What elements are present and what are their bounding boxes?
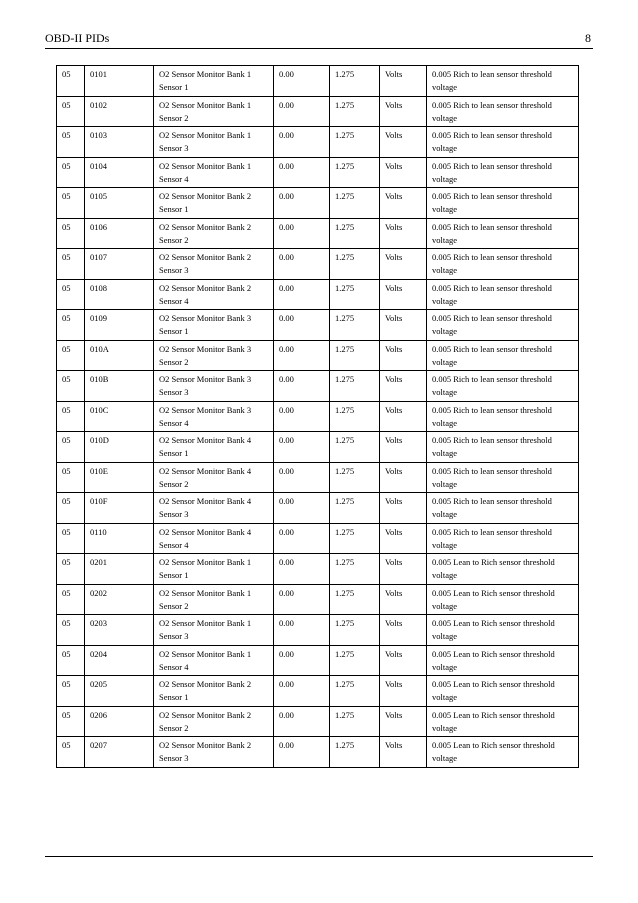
units-cell: Volts [380,462,427,493]
formula-cell: 0.005 Rich to lean sensor threshold voltage [427,188,579,219]
max-value-cell: 1.275 [330,554,380,585]
min-value-cell: 0.00 [274,493,330,524]
table-row [57,66,579,97]
description-cell: O2 Sensor Monitor Bank 1 Sensor 1 [154,66,274,97]
description-cell: O2 Sensor Monitor Bank 2 Sensor 1 [154,676,274,707]
max-value-cell: 1.275 [330,493,380,524]
pid-cell: 0202 [85,584,154,615]
page-number: 8 [585,31,591,45]
pid-cell: 0207 [85,737,154,768]
mode-cell: 05 [57,676,85,707]
pid-cell: 0107 [85,249,154,280]
mode-cell: 05 [57,584,85,615]
pid-cell: 0110 [85,523,154,554]
units-cell: Volts [380,432,427,463]
description-cell: O2 Sensor Monitor Bank 2 Sensor 3 [154,249,274,280]
table-row [57,737,579,768]
table-row [57,432,579,463]
mode-cell: 05 [57,310,85,341]
formula-cell: 0.005 Rich to lean sensor threshold voltage [427,218,579,249]
table-row [57,615,579,646]
pid-cell: 010D [85,432,154,463]
pid-cell: 0108 [85,279,154,310]
mode-cell: 05 [57,96,85,127]
mode-cell: 05 [57,615,85,646]
pid-cell: 0105 [85,188,154,219]
formula-cell: 0.005 Rich to lean sensor threshold voltage [427,66,579,97]
units-cell: Volts [380,584,427,615]
pid-cell: 0204 [85,645,154,676]
min-value-cell: 0.00 [274,706,330,737]
units-cell: Volts [380,96,427,127]
pid-cell: 0201 [85,554,154,585]
description-cell: O2 Sensor Monitor Bank 1 Sensor 3 [154,615,274,646]
table-row [57,249,579,280]
max-value-cell: 1.275 [330,401,380,432]
min-value-cell: 0.00 [274,371,330,402]
description-cell: O2 Sensor Monitor Bank 4 Sensor 2 [154,462,274,493]
formula-cell: 0.005 Lean to Rich sensor threshold voltage [427,584,579,615]
mode-cell: 05 [57,645,85,676]
formula-cell: 0.005 Lean to Rich sensor threshold voltage [427,645,579,676]
mode-cell: 05 [57,401,85,432]
min-value-cell: 0.00 [274,645,330,676]
description-cell: O2 Sensor Monitor Bank 1 Sensor 4 [154,645,274,676]
units-cell: Volts [380,310,427,341]
max-value-cell: 1.275 [330,66,380,97]
units-cell: Volts [380,615,427,646]
max-value-cell: 1.275 [330,584,380,615]
max-value-cell: 1.275 [330,218,380,249]
mode-cell: 05 [57,523,85,554]
max-value-cell: 1.275 [330,188,380,219]
table-row [57,645,579,676]
pid-cell: 0103 [85,127,154,158]
min-value-cell: 0.00 [274,737,330,768]
pid-cell: 0104 [85,157,154,188]
description-cell: O2 Sensor Monitor Bank 2 Sensor 1 [154,188,274,219]
pid-cell: 0106 [85,218,154,249]
units-cell: Volts [380,676,427,707]
table-row [57,493,579,524]
mode-cell: 05 [57,218,85,249]
header-divider [45,48,593,49]
formula-cell: 0.005 Rich to lean sensor threshold voltage [427,310,579,341]
units-cell: Volts [380,127,427,158]
mode-cell: 05 [57,249,85,280]
pid-cell: 0109 [85,310,154,341]
mode-cell: 05 [57,157,85,188]
max-value-cell: 1.275 [330,96,380,127]
mode-cell: 05 [57,462,85,493]
table-row [57,218,579,249]
table-row [57,523,579,554]
pid-cell: 0206 [85,706,154,737]
formula-cell: 0.005 Rich to lean sensor threshold voltage [427,340,579,371]
min-value-cell: 0.00 [274,249,330,280]
table-row [57,676,579,707]
min-value-cell: 0.00 [274,401,330,432]
min-value-cell: 0.00 [274,523,330,554]
pid-cell: 0205 [85,676,154,707]
formula-cell: 0.005 Rich to lean sensor threshold voltage [427,493,579,524]
min-value-cell: 0.00 [274,157,330,188]
max-value-cell: 1.275 [330,340,380,371]
table-row [57,401,579,432]
description-cell: O2 Sensor Monitor Bank 1 Sensor 2 [154,584,274,615]
max-value-cell: 1.275 [330,432,380,463]
units-cell: Volts [380,218,427,249]
table-row [57,706,579,737]
table-row [57,584,579,615]
max-value-cell: 1.275 [330,676,380,707]
pid-cell: 0203 [85,615,154,646]
min-value-cell: 0.00 [274,432,330,463]
table-row [57,462,579,493]
units-cell: Volts [380,523,427,554]
units-cell: Volts [380,737,427,768]
formula-cell: 0.005 Lean to Rich sensor threshold voltage [427,737,579,768]
description-cell: O2 Sensor Monitor Bank 2 Sensor 4 [154,279,274,310]
formula-cell: 0.005 Lean to Rich sensor threshold voltage [427,706,579,737]
formula-cell: 0.005 Rich to lean sensor threshold voltage [427,249,579,280]
min-value-cell: 0.00 [274,66,330,97]
units-cell: Volts [380,340,427,371]
units-cell: Volts [380,401,427,432]
mode-cell: 05 [57,340,85,371]
max-value-cell: 1.275 [330,706,380,737]
description-cell: O2 Sensor Monitor Bank 3 Sensor 1 [154,310,274,341]
pid-cell: 010C [85,401,154,432]
pid-cell: 0102 [85,96,154,127]
formula-cell: 0.005 Lean to Rich sensor threshold voltage [427,615,579,646]
min-value-cell: 0.00 [274,279,330,310]
units-cell: Volts [380,554,427,585]
table-row [57,554,579,585]
table-row [57,157,579,188]
min-value-cell: 0.00 [274,218,330,249]
description-cell: O2 Sensor Monitor Bank 2 Sensor 2 [154,706,274,737]
description-cell: O2 Sensor Monitor Bank 1 Sensor 1 [154,554,274,585]
min-value-cell: 0.00 [274,188,330,219]
mode-cell: 05 [57,188,85,219]
min-value-cell: 0.00 [274,584,330,615]
max-value-cell: 1.275 [330,737,380,768]
table-row [57,340,579,371]
units-cell: Volts [380,493,427,524]
max-value-cell: 1.275 [330,615,380,646]
formula-cell: 0.005 Rich to lean sensor threshold voltage [427,279,579,310]
pid-table [56,65,579,768]
min-value-cell: 0.00 [274,127,330,158]
formula-cell: 0.005 Rich to lean sensor threshold voltage [427,127,579,158]
mode-cell: 05 [57,127,85,158]
formula-cell: 0.005 Rich to lean sensor threshold voltage [427,157,579,188]
description-cell: O2 Sensor Monitor Bank 4 Sensor 3 [154,493,274,524]
formula-cell: 0.005 Rich to lean sensor threshold voltage [427,462,579,493]
min-value-cell: 0.00 [274,310,330,341]
description-cell: O2 Sensor Monitor Bank 1 Sensor 3 [154,127,274,158]
formula-cell: 0.005 Rich to lean sensor threshold voltage [427,96,579,127]
formula-cell: 0.005 Lean to Rich sensor threshold voltage [427,676,579,707]
formula-cell: 0.005 Lean to Rich sensor threshold voltage [427,554,579,585]
description-cell: O2 Sensor Monitor Bank 3 Sensor 4 [154,401,274,432]
pid-cell: 010B [85,371,154,402]
units-cell: Volts [380,645,427,676]
table-row [57,279,579,310]
pid-table-body [57,66,579,768]
mode-cell: 05 [57,737,85,768]
max-value-cell: 1.275 [330,462,380,493]
table-row [57,310,579,341]
table-row [57,127,579,158]
description-cell: O2 Sensor Monitor Bank 3 Sensor 3 [154,371,274,402]
max-value-cell: 1.275 [330,249,380,280]
max-value-cell: 1.275 [330,127,380,158]
formula-cell: 0.005 Rich to lean sensor threshold voltage [427,523,579,554]
mode-cell: 05 [57,706,85,737]
description-cell: O2 Sensor Monitor Bank 1 Sensor 4 [154,157,274,188]
min-value-cell: 0.00 [274,676,330,707]
mode-cell: 05 [57,432,85,463]
max-value-cell: 1.275 [330,523,380,554]
description-cell: O2 Sensor Monitor Bank 1 Sensor 2 [154,96,274,127]
description-cell: O2 Sensor Monitor Bank 4 Sensor 1 [154,432,274,463]
max-value-cell: 1.275 [330,645,380,676]
mode-cell: 05 [57,66,85,97]
max-value-cell: 1.275 [330,157,380,188]
formula-cell: 0.005 Rich to lean sensor threshold voltage [427,432,579,463]
pid-cell: 010A [85,340,154,371]
formula-cell: 0.005 Rich to lean sensor threshold voltage [427,371,579,402]
min-value-cell: 0.00 [274,554,330,585]
units-cell: Volts [380,66,427,97]
footer-divider [45,856,593,857]
description-cell: O2 Sensor Monitor Bank 3 Sensor 2 [154,340,274,371]
pid-cell: 0101 [85,66,154,97]
min-value-cell: 0.00 [274,96,330,127]
mode-cell: 05 [57,554,85,585]
mode-cell: 05 [57,279,85,310]
description-cell: O2 Sensor Monitor Bank 2 Sensor 3 [154,737,274,768]
units-cell: Volts [380,249,427,280]
table-row [57,96,579,127]
min-value-cell: 0.00 [274,615,330,646]
formula-cell: 0.005 Rich to lean sensor threshold voltage [427,401,579,432]
units-cell: Volts [380,279,427,310]
min-value-cell: 0.00 [274,340,330,371]
max-value-cell: 1.275 [330,310,380,341]
description-cell: O2 Sensor Monitor Bank 2 Sensor 2 [154,218,274,249]
mode-cell: 05 [57,371,85,402]
pid-cell: 010F [85,493,154,524]
units-cell: Volts [380,371,427,402]
max-value-cell: 1.275 [330,279,380,310]
pid-cell: 010E [85,462,154,493]
description-cell: O2 Sensor Monitor Bank 4 Sensor 4 [154,523,274,554]
table-row [57,371,579,402]
table-row [57,188,579,219]
mode-cell: 05 [57,493,85,524]
page-header-title: OBD-II PIDs [45,31,110,45]
units-cell: Volts [380,157,427,188]
units-cell: Volts [380,188,427,219]
max-value-cell: 1.275 [330,371,380,402]
min-value-cell: 0.00 [274,462,330,493]
units-cell: Volts [380,706,427,737]
